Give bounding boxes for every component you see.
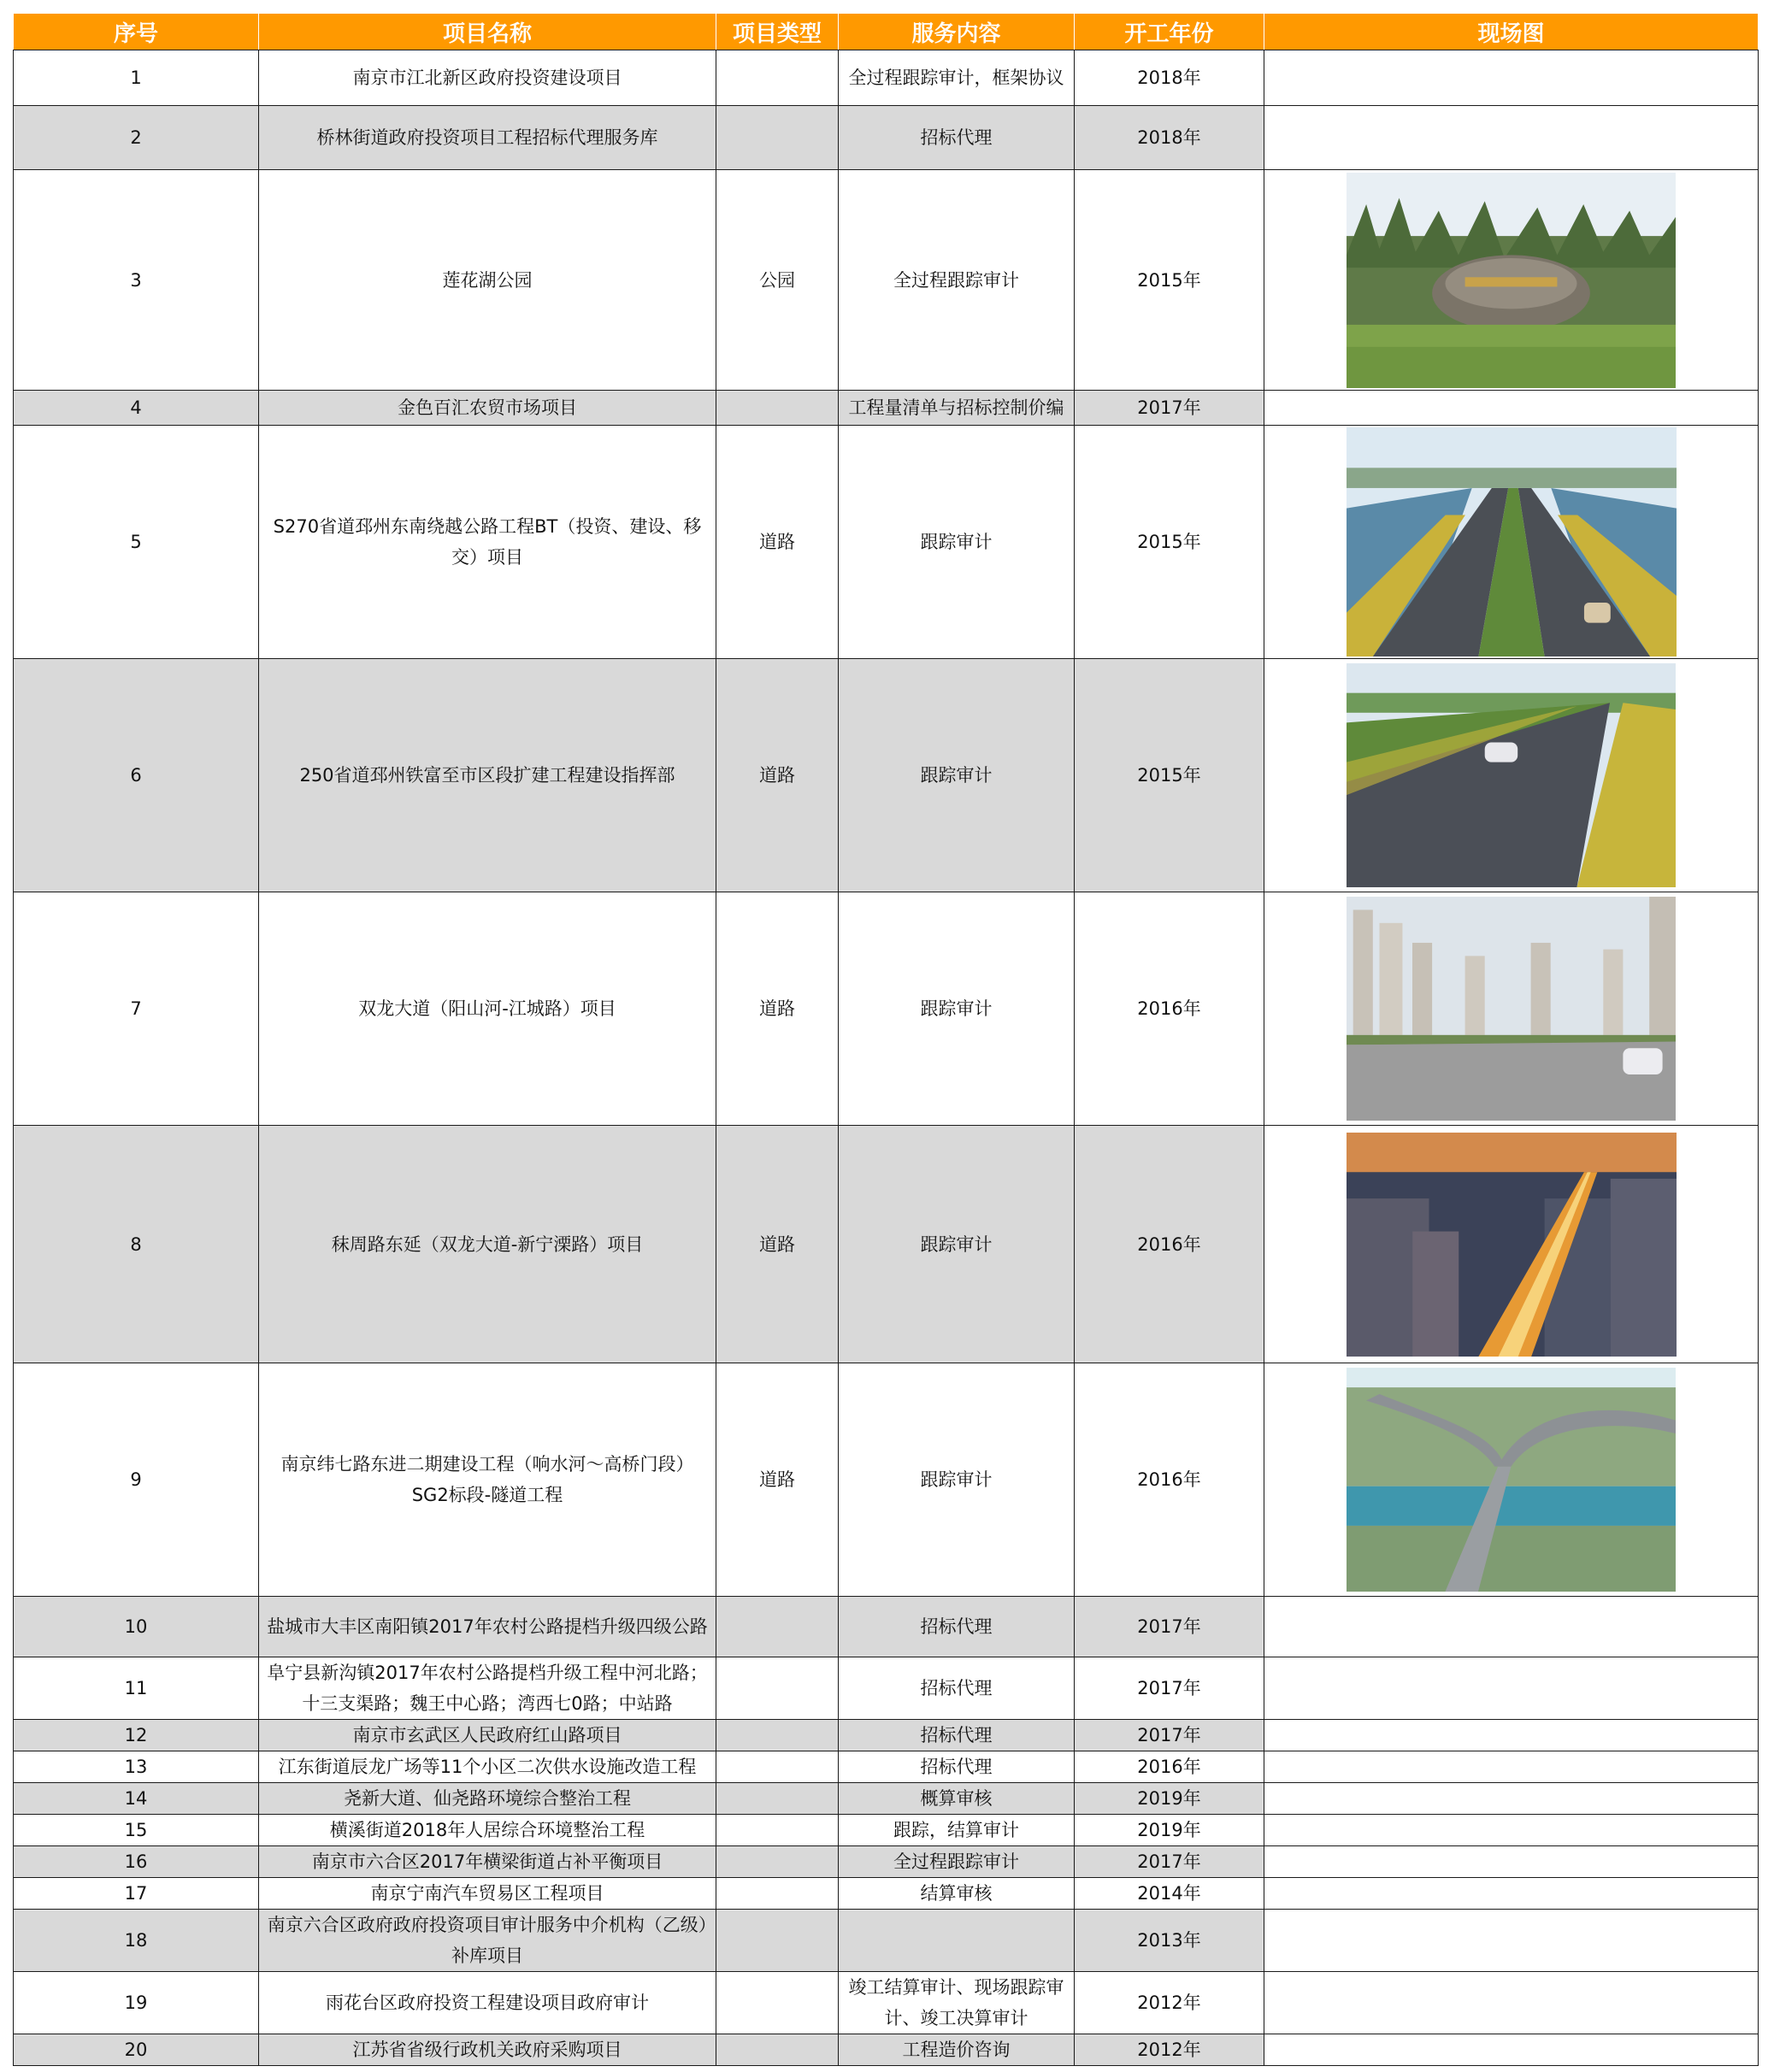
project-type [716,1815,839,1846]
row-number: 9 [14,1363,259,1597]
project-type [716,1972,839,2034]
service-content: 工程造价咨询 [839,2034,1075,2066]
service-content: 全过程跟踪审计 [839,1846,1075,1878]
row-number: 1 [14,50,259,106]
table-row [14,1657,1759,1720]
service-content: 跟踪审计 [839,1363,1075,1597]
start-year: 2019年 [1075,1815,1264,1846]
service-content: 招标代理 [839,1751,1075,1783]
city-avenue-photo [1347,897,1676,1121]
row-number: 6 [14,659,259,892]
site-photo-cell [1264,170,1759,391]
table-row [14,1878,1759,1910]
service-content: 全过程跟踪审计，框架协议 [839,50,1075,106]
service-content: 跟踪，结算审计 [839,1815,1075,1846]
row-number: 11 [14,1657,259,1720]
project-name: 莲花湖公园 [259,170,716,391]
project-name: 南京纬七路东进二期建设工程（响水河～高桥门段）SG2标段-隧道工程 [259,1363,716,1597]
interchange-bridge-photo [1347,1368,1676,1592]
project-type: 道路 [716,426,839,659]
night-city-road-photo [1347,1133,1677,1357]
row-number: 3 [14,170,259,391]
service-content [839,1910,1075,1972]
row-number: 7 [14,892,259,1126]
start-year: 2017年 [1075,1720,1264,1751]
row-number: 20 [14,2034,259,2066]
table-row [14,1720,1759,1751]
row-number: 15 [14,1815,259,1846]
site-photo-cell [1264,1363,1759,1597]
start-year: 2017年 [1075,1846,1264,1878]
service-content: 跟踪审计 [839,659,1075,892]
header-year: 开工年份 [1075,14,1264,50]
project-name: 南京宁南汽车贸易区工程项目 [259,1878,716,1910]
header-name: 项目名称 [259,14,716,50]
site-photo-cell [1264,1126,1759,1363]
project-name: 江东街道辰龙广场等11个小区二次供水设施改造工程 [259,1751,716,1783]
project-name: 250省道邳州铁富至市区段扩建工程建设指挥部 [259,659,716,892]
start-year: 2016年 [1075,1126,1264,1363]
site-photo-cell [1264,2034,1759,2066]
header-row [14,14,1759,50]
project-type [716,1657,839,1720]
header-service: 服务内容 [839,14,1075,50]
row-number: 19 [14,1972,259,2034]
project-name: 阜宁县新沟镇2017年农村公路提档升级工程中河北路；十三支渠路；魏王中心路；湾西七0路；中站路 [259,1657,716,1720]
table-row [14,1126,1759,1363]
service-content: 招标代理 [839,1597,1075,1657]
row-number: 17 [14,1878,259,1910]
project-type: 公园 [716,170,839,391]
table-row [14,426,1759,659]
row-number: 14 [14,1783,259,1815]
table-row [14,391,1759,426]
table-row [14,1972,1759,2034]
project-name: S270省道邳州东南绕越公路工程BT（投资、建设、移交）项目 [259,426,716,659]
project-type: 道路 [716,892,839,1126]
park-entrance-rock-photo [1347,173,1676,388]
table-row [14,659,1759,892]
row-number: 2 [14,106,259,170]
service-content: 招标代理 [839,1657,1075,1720]
project-name: 盐城市大丰区南阳镇2017年农村公路提档升级四级公路 [259,1597,716,1657]
start-year: 2018年 [1075,106,1264,170]
project-name: 双龙大道（阳山河-江城路）项目 [259,892,716,1126]
service-content: 招标代理 [839,1720,1075,1751]
site-photo-cell [1264,1910,1759,1972]
start-year: 2019年 [1075,1783,1264,1815]
row-number: 12 [14,1720,259,1751]
start-year: 2013年 [1075,1910,1264,1972]
site-photo-cell [1264,1751,1759,1783]
table-row [14,106,1759,170]
highway-canal-photo [1347,427,1677,656]
table-row [14,1846,1759,1878]
row-number: 13 [14,1751,259,1783]
row-number: 8 [14,1126,259,1363]
site-photo-cell [1264,1815,1759,1846]
service-content: 概算审核 [839,1783,1075,1815]
table-row [14,1815,1759,1846]
project-name: 南京六合区政府政府投资项目审计服务中介机构（乙级）补库项目 [259,1910,716,1972]
project-type [716,391,839,426]
service-content: 工程量清单与招标控制价编 [839,391,1075,426]
service-content: 招标代理 [839,106,1075,170]
project-type [716,1878,839,1910]
project-table [13,13,1759,2066]
project-name: 金色百汇农贸市场项目 [259,391,716,426]
project-type [716,1751,839,1783]
project-type [716,1910,839,1972]
row-number: 5 [14,426,259,659]
start-year: 2012年 [1075,1972,1264,2034]
service-content: 结算审核 [839,1878,1075,1910]
service-content: 跟踪审计 [839,892,1075,1126]
row-number: 16 [14,1846,259,1878]
start-year: 2018年 [1075,50,1264,106]
project-type [716,1597,839,1657]
project-name: 桥林街道政府投资项目工程招标代理服务库 [259,106,716,170]
site-photo-cell [1264,391,1759,426]
project-type [716,2034,839,2066]
project-type: 道路 [716,1126,839,1363]
start-year: 2015年 [1075,659,1264,892]
project-type [716,1720,839,1751]
project-name: 南京市玄武区人民政府红山路项目 [259,1720,716,1751]
table-row [14,1751,1759,1783]
row-number: 10 [14,1597,259,1657]
site-photo-cell [1264,892,1759,1126]
table-row [14,1363,1759,1597]
highway-flowers-photo [1347,663,1676,887]
service-content: 跟踪审计 [839,426,1075,659]
table-row [14,170,1759,391]
start-year: 2012年 [1075,2034,1264,2066]
header-photo: 现场图 [1264,14,1759,50]
table-row [14,50,1759,106]
site-photo-cell [1264,1972,1759,2034]
project-name: 尧新大道、仙尧路环境综合整治工程 [259,1783,716,1815]
table-row [14,2034,1759,2066]
start-year: 2016年 [1075,892,1264,1126]
start-year: 2015年 [1075,426,1264,659]
start-year: 2016年 [1075,1363,1264,1597]
service-content: 全过程跟踪审计 [839,170,1075,391]
site-photo-cell [1264,1846,1759,1878]
site-photo-cell [1264,1878,1759,1910]
start-year: 2016年 [1075,1751,1264,1783]
project-name: 横溪街道2018年人居综合环境整治工程 [259,1815,716,1846]
project-type [716,1846,839,1878]
site-photo-cell [1264,426,1759,659]
project-name: 江苏省省级行政机关政府采购项目 [259,2034,716,2066]
site-photo-cell [1264,1597,1759,1657]
project-type [716,50,839,106]
table-row [14,892,1759,1126]
site-photo-cell [1264,50,1759,106]
start-year: 2017年 [1075,1597,1264,1657]
start-year: 2017年 [1075,1657,1264,1720]
start-year: 2014年 [1075,1878,1264,1910]
start-year: 2015年 [1075,170,1264,391]
service-content: 竣工结算审计、现场跟踪审计、竣工决算审计 [839,1972,1075,2034]
row-number: 4 [14,391,259,426]
service-content: 跟踪审计 [839,1126,1075,1363]
site-photo-cell [1264,1720,1759,1751]
site-photo-cell [1264,1657,1759,1720]
project-type [716,1783,839,1815]
project-type [716,106,839,170]
project-name: 秣周路东延（双龙大道-新宁溧路）项目 [259,1126,716,1363]
project-name: 南京市六合区2017年横梁街道占补平衡项目 [259,1846,716,1878]
project-name: 雨花台区政府投资工程建设项目政府审计 [259,1972,716,2034]
row-number: 18 [14,1910,259,1972]
header-type: 项目类型 [716,14,839,50]
project-name: 南京市江北新区政府投资建设项目 [259,50,716,106]
site-photo-cell [1264,1783,1759,1815]
site-photo-cell [1264,659,1759,892]
table-row [14,1910,1759,1972]
project-type: 道路 [716,1363,839,1597]
table-row [14,1783,1759,1815]
table-row [14,1597,1759,1657]
site-photo-cell [1264,106,1759,170]
start-year: 2017年 [1075,391,1264,426]
project-type: 道路 [716,659,839,892]
header-no: 序号 [14,14,259,50]
